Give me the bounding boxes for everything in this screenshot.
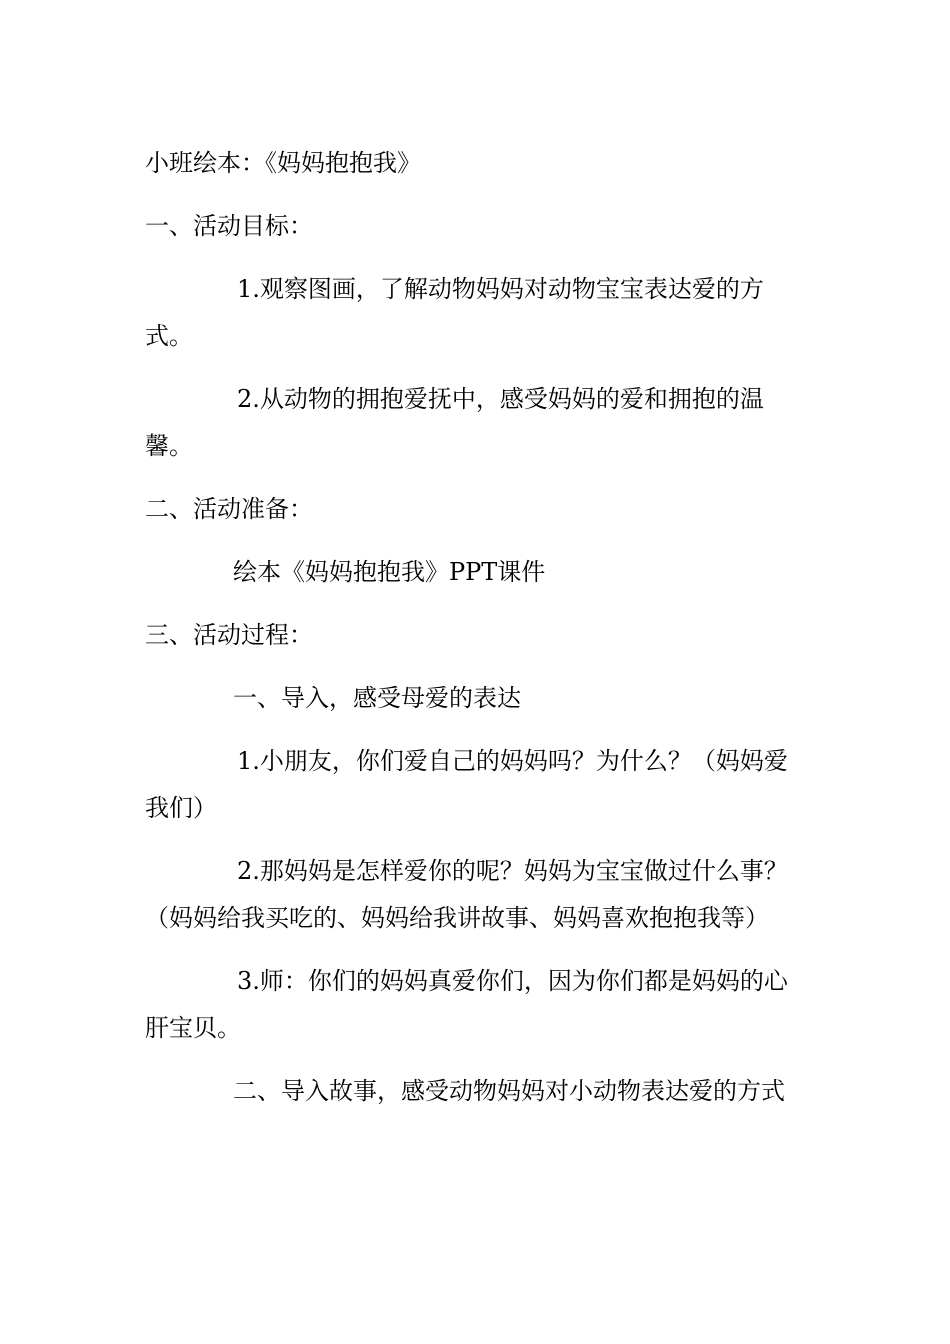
goal-item-1: 1.观察图画，了解动物妈妈对动物宝宝表达爱的方式。: [145, 275, 764, 350]
process-item-2: 2.那妈妈是怎样爱你的呢？妈妈为宝宝做过什么事？（妈妈给我买吃的、妈妈给我讲故事、妈妈喜欢抱抱我等）: [145, 857, 788, 932]
process-subheading-2: 二、导入故事，感受动物妈妈对小动物表达爱的方式: [233, 1077, 785, 1105]
document-title: 小班绘本：《妈妈抱抱我》: [145, 149, 421, 177]
section-heading-process: 三、活动过程：: [145, 621, 313, 649]
preparation-item-1: 绘本《妈妈抱抱我》PPT课件: [233, 558, 546, 586]
section-heading-preparation: 二、活动准备：: [145, 495, 313, 523]
section-heading-goals: 一、活动目标：: [145, 212, 313, 240]
process-item-3: 3.师：你们的妈妈真爱你们，因为你们都是妈妈的心肝宝贝。: [145, 967, 788, 1042]
process-subheading-1: 一、导入，感受母爱的表达: [233, 684, 521, 712]
goal-item-2: 2.从动物的拥抱爱抚中，感受妈妈的爱和拥抱的温馨。: [145, 385, 764, 460]
process-item-1: 1.小朋友，你们爱自己的妈妈吗？为什么？（妈妈爱我们）: [145, 747, 788, 822]
document-body: [145, 140, 810, 1131]
